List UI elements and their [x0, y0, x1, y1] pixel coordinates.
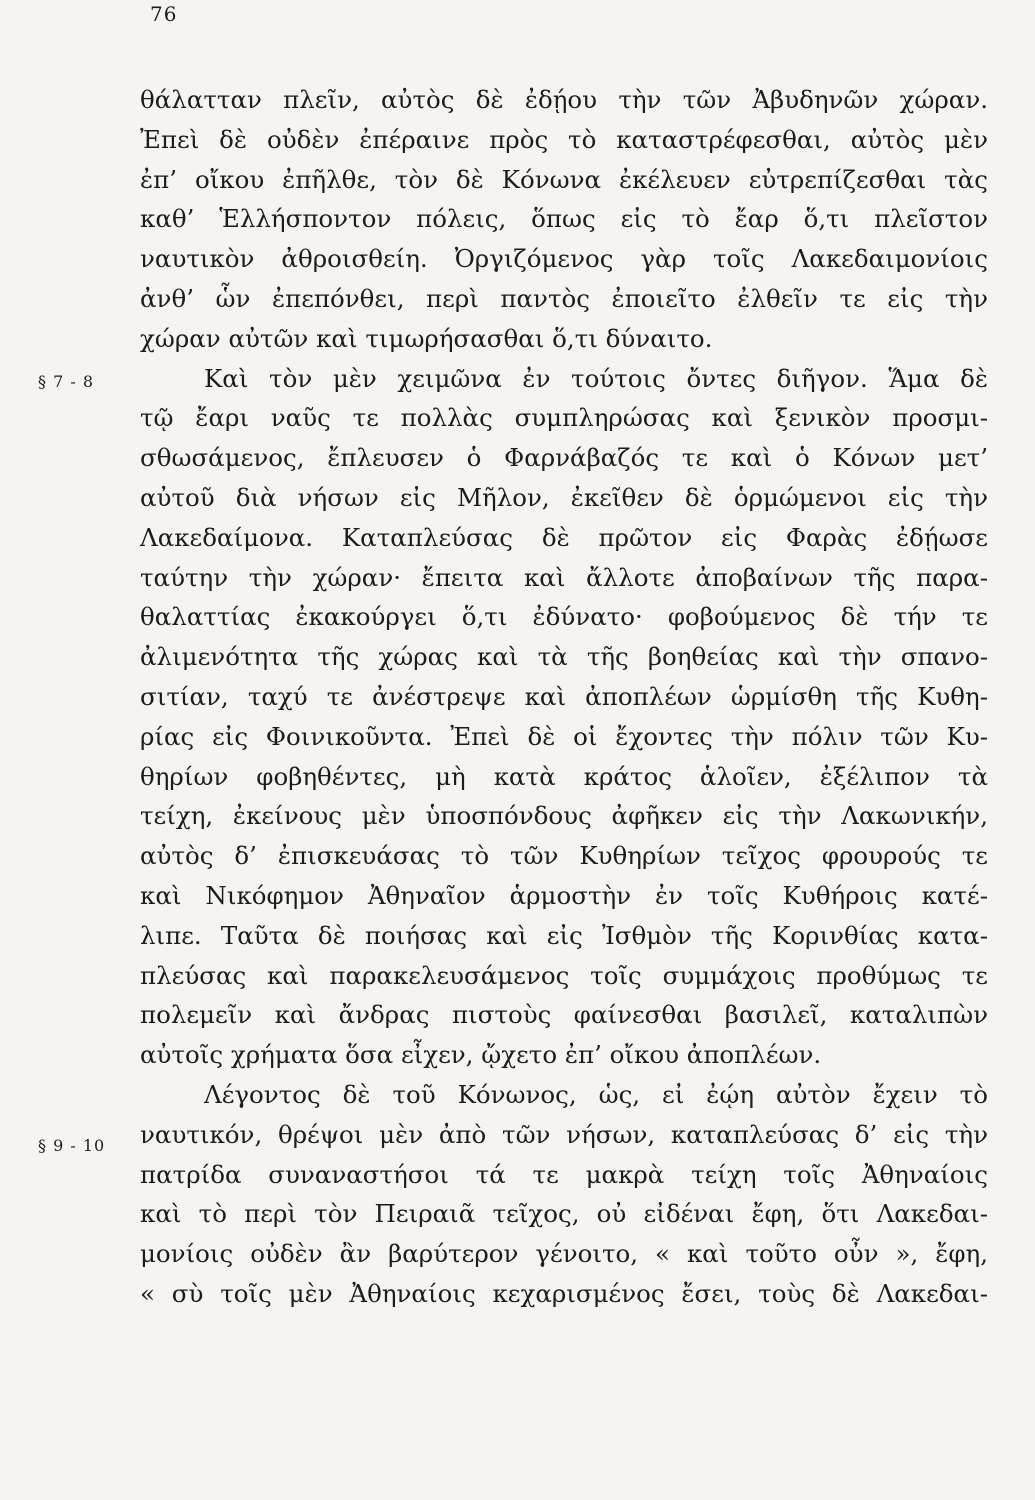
- text-line: πολεμεῖν καὶ ἄνδρας πιστοὺς φαίνεσθαι βασιλεῖ, καταλιπὼν: [140, 1000, 988, 1030]
- text-line: ἐπ’ οἴκου ἐπῆλθε, τὸν δὲ Κόνωνα ἐκέλευεν εὐτρεπίζεσθαι τὰς: [140, 164, 988, 194]
- page-number: 76: [150, 2, 178, 26]
- text-line: σθωσάμενος, ἔπλευσεν ὁ Φαρνάβαζός τε καὶ ὁ Κόνων μετ’: [140, 443, 988, 473]
- text-line: τείχη, ἐκείνους μὲν ὑποσπόνδους ἀφῆκεν εἰς τὴν Λακωνικήν,: [140, 801, 988, 831]
- text-line: καὶ τὸ περὶ τὸν Πειραιᾶ τεῖχος, οὐ εἰδέναι ἔφη, ὅτι Λακεδαι-: [140, 1199, 988, 1229]
- section-marker: § 7 - 8: [38, 372, 95, 391]
- text-line: ναυτικὸν ἀθροισθείη. Ὀργιζόμενος γὰρ τοῖς Λακεδαιμονίοις: [140, 244, 988, 274]
- text-line: θάλατταν πλεῖν, αὐτὸς δὲ ἐδῄου τὴν τῶν Ἀβυδηνῶν χώραν.: [140, 85, 988, 114]
- text-line: ρίας εἰς Φοινικοῦντα. Ἐπεὶ δὲ οἱ ἔχοντες τὴν πόλιν τῶν Κυ-: [140, 721, 988, 751]
- text-line: λιπε. Ταῦτα δὲ ποιήσας καὶ εἰς Ἰσθμὸν τῆς Κορινθίας κατα-: [140, 920, 988, 950]
- text-line: τῷ ἔαρι ναῦς τε πολλὰς συμπληρώσας καὶ ξενικὸν προσμι-: [140, 403, 988, 433]
- text-line: χώραν αὐτῶν καὶ τιμωρήσασθαι ὅ,τι δύναιτο.: [140, 323, 713, 353]
- text-line: Ἐπεὶ δὲ οὐδὲν ἐπέραινε πρὸς τὸ καταστρέφεσθαι, αὐτὸς μὲν: [140, 124, 988, 154]
- text-line: σιτίαν, ταχύ τε ἀνέστρεψε καὶ ἀποπλέων ὡρμίσθη τῆς Κυθη-: [140, 682, 988, 711]
- section-marker: § 9 - 10: [38, 1136, 106, 1155]
- text-line: πλεύσας καὶ παρακελευσάμενος τοῖς συμμάχοις προθύμως τε: [140, 960, 988, 990]
- text-line: καὶ Νικόφημον Ἀθηναῖον ἁρμοστὴν ἐν τοῖς Κυθήροις κατέ-: [140, 881, 988, 910]
- text-line: ἀνθ’ ὧν ἐπεπόνθει, περὶ παντὸς ἐποιεῖτο ἐλθεῖν τε εἰς τὴν: [140, 284, 988, 313]
- text-line: αὐτὸς δ’ ἐπισκευάσας τὸ τῶν Κυθηρίων τεῖχος φρουρούς τε: [140, 841, 988, 871]
- text-line: αὐτοῖς χρήματα ὅσα εἶχεν, ᾤχετο ἐπ’ οἴκου ἀποπλέων.: [140, 1040, 822, 1070]
- text-line: ταύτην τὴν χώραν· ἔπειτα καὶ ἄλλοτε ἀποβαίνων τῆς παρα-: [140, 562, 988, 592]
- text-line: Καὶ τὸν μὲν χειμῶνα ἐν τούτοις ὄντες διῆγον. Ἅμα δὲ: [204, 363, 988, 393]
- text-line: θηρίων φοβηθέντες, μὴ κατὰ κράτος ἁλοῖεν, ἐξέλιπον τὰ: [140, 761, 988, 791]
- text-line: Λακεδαίμονα. Καταπλεύσας δὲ πρῶτον εἰς Φαρὰς ἐδῄωσε: [140, 522, 988, 552]
- text-line: θαλαττίας ἐκακούργει ὅ,τι ἐδύνατο· φοβούμενος δὲ τήν τε: [140, 602, 988, 632]
- text-line: « σὺ τοῖς μὲν Ἀθηναίοις κεχαρισμένος ἔσει, τοὺς δὲ Λακεδαι-: [140, 1279, 988, 1308]
- text-line: καθ’ Ἑλλήσποντον πόλεις, ὅπως εἰς τὸ ἔαρ ὅ,τι πλεῖστον: [140, 204, 988, 234]
- text-line: ἀλιμενότητα τῆς χώρας καὶ τὰ τῆς βοηθείας καὶ τὴν σπανο-: [140, 642, 988, 672]
- text-line: Λέγοντος δὲ τοῦ Κόνωνος, ὡς, εἰ ἐῴη αὐτὸν ἔχειν τὸ: [204, 1080, 988, 1109]
- text-line: αὐτοῦ διὰ νήσων εἰς Μῆλον, ἐκεῖθεν δὲ ὁρμώμενοι εἰς τὴν: [140, 483, 988, 512]
- text-line: πατρίδα συναναστήσοι τά τε μακρὰ τείχη τοῖς Ἀθηναίοις: [140, 1159, 988, 1189]
- text-line: μονίοις οὐδὲν ἂν βαρύτερον γένοιτο, « καὶ τοῦτο οὖν », ἔφη,: [140, 1239, 988, 1269]
- text-line: ναυτικόν, θρέψοι μὲν ἀπὸ τῶν νήσων, καταπλεύσας δ’ εἰς τὴν: [140, 1119, 988, 1149]
